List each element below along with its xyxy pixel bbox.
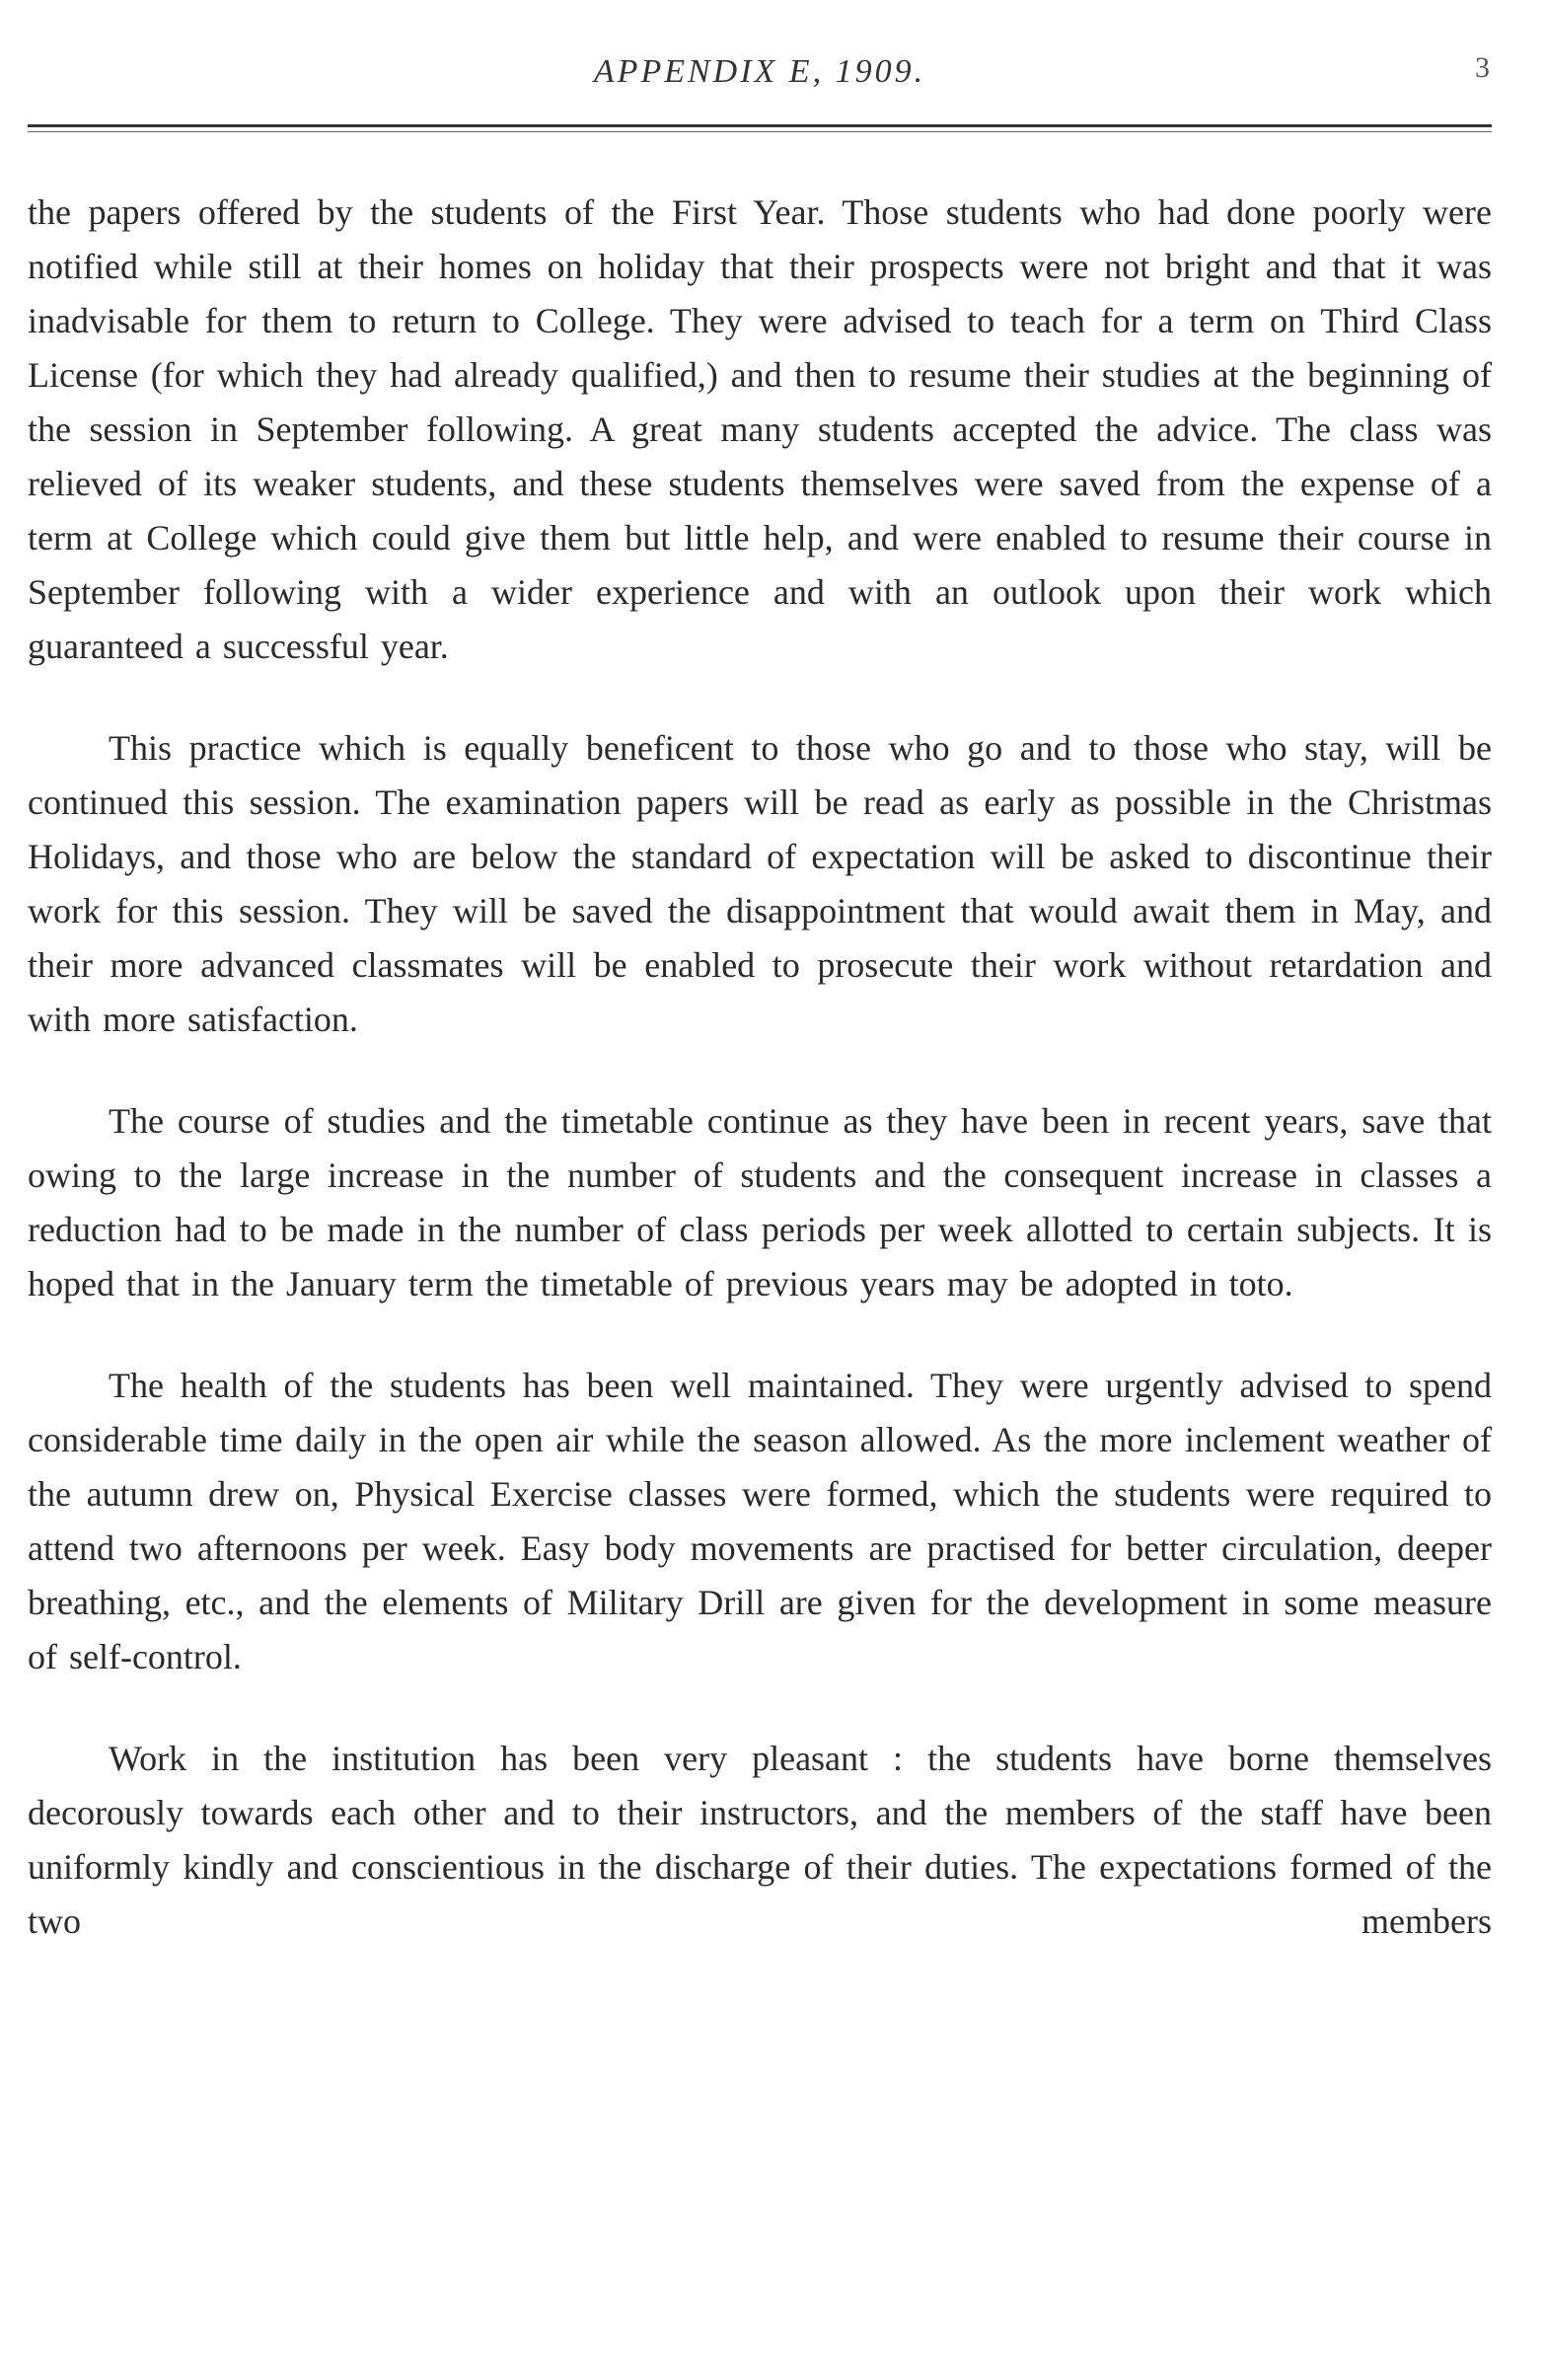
paragraph-health: The health of the students has been well maintained. They were urgently advised to spend considerable time daily in the open air while the season allowed. As the more inclement weather of the autumn drew on, Physical Exercise classes were formed, which the students were required to attend two afternoons per week. Easy body movements are practised for better circulation, deeper breathing, etc., and the elements of Military Drill are given for the development in some measure of self-control. bbox=[28, 1366, 1492, 1676]
paragraph-course-of-studies: The course of studies and the timetable continue as they have been in recent years, save that owing to the large increase in the number of students and the consequent increase in classes a reduction had to be made in the number of class periods per week allotted to certain subjects. It is hoped that in the January term the timetable of previous years may be adopted in toto. bbox=[28, 1101, 1492, 1303]
header-rule-thin bbox=[28, 131, 1492, 132]
header-rule bbox=[28, 124, 1492, 127]
page-number: 3 bbox=[1475, 51, 1490, 84]
paragraph-continuation: the papers offered by the students of the First Year. Those students who had done poorly were notified while still at their homes on holiday that their prospects were not bright and that it was inadvisable for them to return to College. They were advised to teach for a term on Third Class License (for which they had already qualified,) and then to resume their studies at the beginning of the session in September following. A great many students accepted the advice. The class was relieved of its weaker students, and these students themselves were saved from the expense of a term at College which could give them but little help, and were enabled to resume their course in September following with a wider experience and with an outlook upon their work which guaranteed a successful year. bbox=[28, 192, 1492, 666]
running-title: APPENDIX E, 1909. bbox=[593, 53, 926, 90]
body-text bbox=[28, 186, 1492, 1949]
paragraph-institution-work: Work in the institution has been very pleasant : the students have borne themselves decorously towards each other and to their instructors, and the members of the staff have been uniformly kindly and conscientious in the discharge of their duties. The expectations formed of the two members bbox=[28, 1739, 1492, 1941]
running-head bbox=[30, 39, 1490, 109]
paragraph-examination-practice: This practice which is equally beneficent to those who go and to those who stay, will be continued this session. The examination papers will be read as early as possible in the Christmas Holidays, and those who are below the standard of expectation will be asked to discontinue their work for this session. They will be saved the disappointment that would await them in May, and their more advanced classmates will be enabled to prosecute their work without retardation and with more satisfaction. bbox=[28, 728, 1492, 1039]
